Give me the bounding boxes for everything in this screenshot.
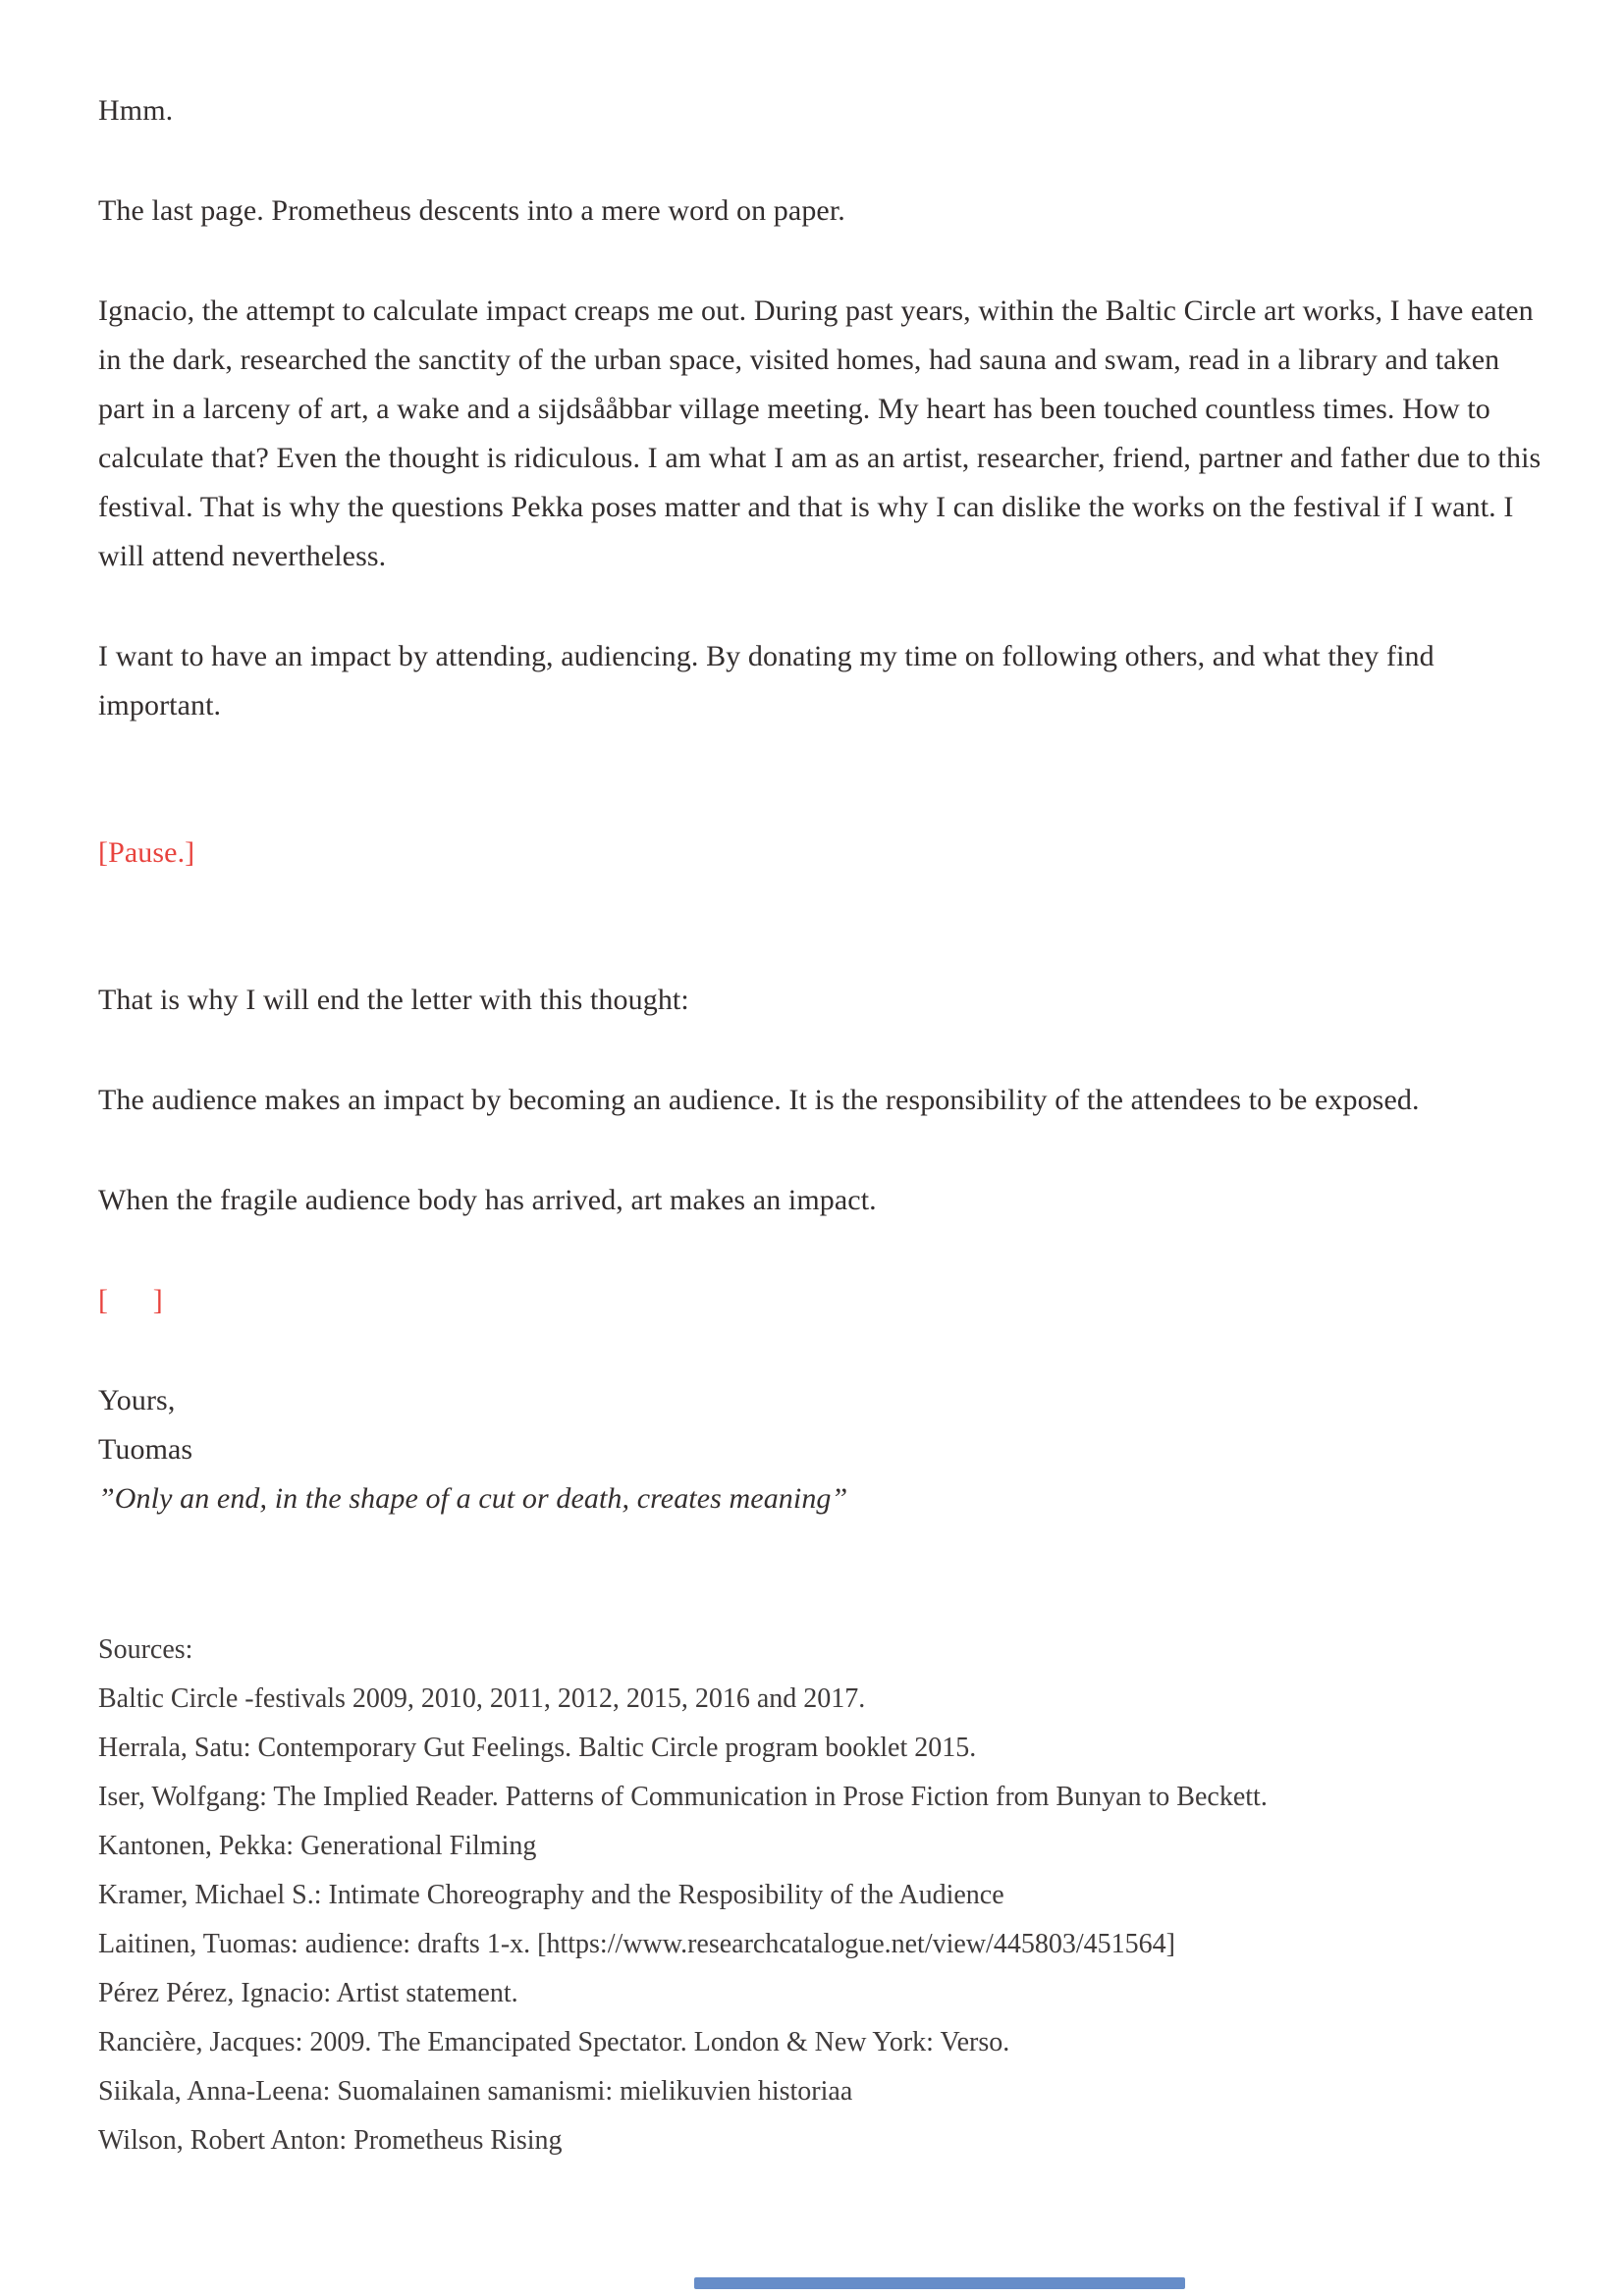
signature-quote: ”Only an end, in the shape of a cut or death, creates meaning” xyxy=(98,1482,848,1515)
sources-section xyxy=(98,1626,1542,2165)
source-item-kramer: Kramer, Michael S.: Intimate Choreography and the Resposibility of the Audience xyxy=(98,1880,1004,1910)
source-item-wilson: Wilson, Robert Anton: Prometheus Rising xyxy=(98,2125,563,2156)
signature-block xyxy=(98,1376,1542,1523)
signature-name: Tuomas xyxy=(98,1433,193,1466)
pause-marker: [Pause.] xyxy=(98,836,195,869)
source-item-perez: Pérez Pérez, Ignacio: Artist statement. xyxy=(98,1978,518,2008)
source-item-laitinen: Laitinen, Tuomas: audience: drafts 1-x. [https://www.researchcatalogue.net/view/445803/451564] xyxy=(98,1929,1175,1959)
source-item-kantonen: Kantonen, Pekka: Generational Filming xyxy=(98,1831,537,1861)
paragraph-hmm: Hmm. xyxy=(98,94,174,127)
paragraph-audience: The audience makes an impact by becoming an audience. It is the responsibility of the attendees to be exposed. xyxy=(98,1084,1420,1116)
source-item-herrala: Herrala, Satu: Contemporary Gut Feelings. Baltic Circle program booklet 2015. xyxy=(98,1733,977,1763)
sources-heading: Sources: xyxy=(98,1634,193,1665)
source-item-iser: Iser, Wolfgang: The Implied Reader. Patterns of Communication in Prose Fiction from Bunyan to Beckett. xyxy=(98,1782,1268,1812)
source-item-siikala: Siikala, Anna-Leena: Suomalainen samanismi: mielikuvien historiaa xyxy=(98,2076,853,2107)
empty-brackets-marker: [ ] xyxy=(98,1284,163,1316)
signature-closing: Yours, xyxy=(98,1384,176,1416)
source-item-ranciere: Rancière, Jacques: 2009. The Emancipated Spectator. London & New York: Verso. xyxy=(98,2027,1010,2057)
paragraph-ignacio: Ignacio, the attempt to calculate impact creaps me out. During past years, within the Baltic Circle art works, I have eaten in the dark, researched the sanctity of the urban space, visited homes, had sauna and swam, read in a library and taken part in a larceny of art, a wake and a sijdsååbbar village meeting. My heart has been touched countless times. How to calculate that? Even the thought is ridiculous. I am what I am as an artist, researcher, friend, partner and father due to this festival. That is why the questions Pekka poses matter and that is why I can dislike the works on the festival if I want. I will attend nevertheless. xyxy=(98,294,1542,572)
paragraph-fragile: When the fragile audience body has arrived, art makes an impact. xyxy=(98,1184,877,1216)
paragraph-last-page: The last page. Prometheus descents into a mere word on paper. xyxy=(98,194,845,227)
source-item-baltic-circle: Baltic Circle -festivals 2009, 2010, 2011, 2012, 2015, 2016 and 2017. xyxy=(98,1683,866,1714)
clipped-link-fragment xyxy=(694,2277,1185,2289)
paragraph-impact: I want to have an impact by attending, audiencing. By donating my time on following others, and what they find important. xyxy=(98,640,1435,721)
paragraph-end-letter: That is why I will end the letter with this thought: xyxy=(98,984,689,1016)
